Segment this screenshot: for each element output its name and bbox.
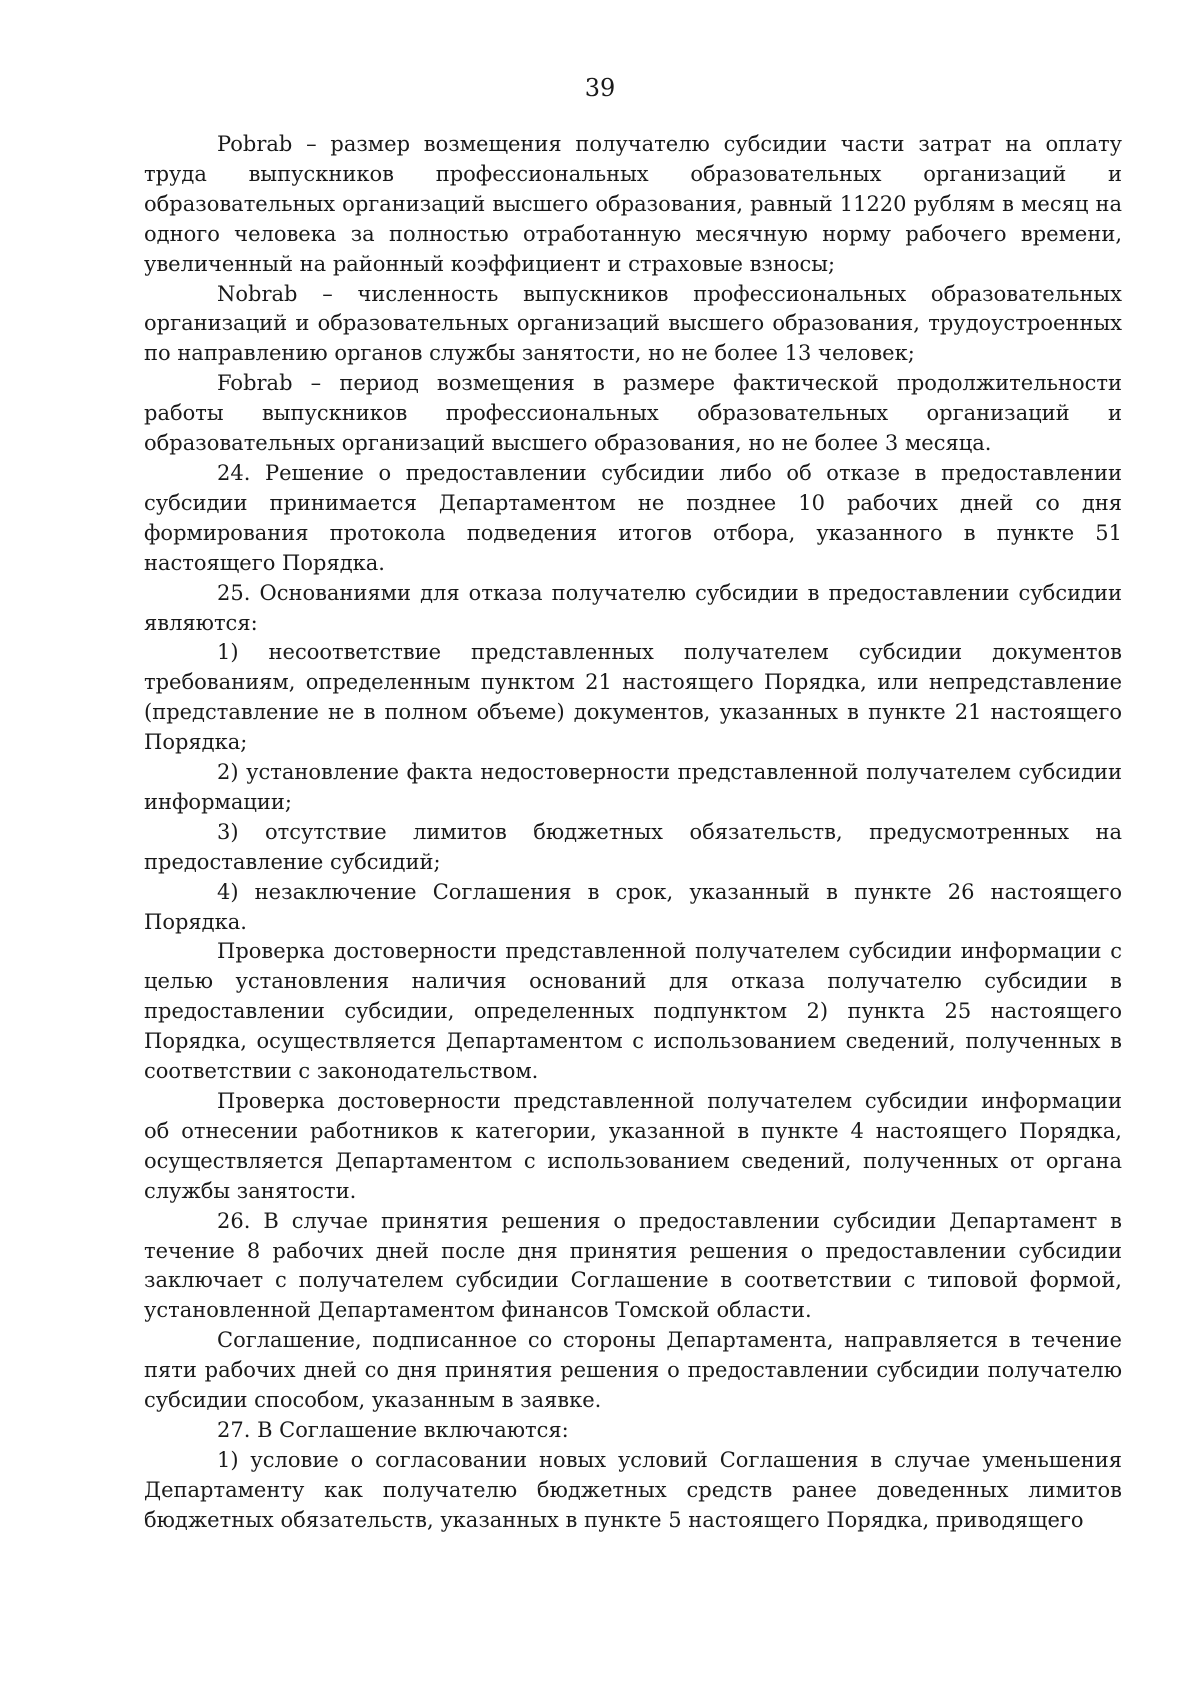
paragraph-item-25-3: 3) отсутствие лимитов бюджетных обязательств, предусмотренных на предоставление субсидий; bbox=[144, 819, 1122, 874]
paragraph-fobrab-definition: Fobrab – период возмещения в размере фактической продолжительности работы выпускников профессиональных образовательных организаций и образовательных организаций высшего образования, но не более 3 месяца. bbox=[144, 371, 1122, 456]
paragraph-nobrab-definition: Nobrab – численность выпускников профессиональных образовательных организаций и образовательных организаций высшего образования, трудоустроенных по направлению органов службы занятости, но не более 13 человек; bbox=[144, 281, 1122, 366]
paragraph-item-25-4: 4) незаключение Соглашения в срок, указанный в пункте 26 настоящего Порядка. bbox=[144, 879, 1122, 934]
paragraph-verification-1: Проверка достоверности представленной получателем субсидии информации с целью установления наличия оснований для отказа получателю субсидии в предоставлении субсидии, определенных подпунктом 2) пункта 25 настоящего Порядка, осуществляется Департаментом с использованием сведений, полученных в соответствии с законодательством. bbox=[144, 939, 1122, 1084]
paragraph-verification-2: Проверка достоверности представленной получателем субсидии информации об отнесении работников к категории, указанной в пункте 4 настоящего Порядка, осуществляется Департаментом с использованием сведений, полученных от органа службы занятости. bbox=[144, 1089, 1122, 1203]
paragraph-pobrab-definition: Pobrab – размер возмещения получателю субсидии части затрат на оплату труда выпускников профессиональных образовательных организаций и образовательных организаций высшего образования, равный 11220 рублям в месяц на одного человека за полностью отработанную месячную норму рабочего времени, увеличенный на районный коэффициент и страховые взносы; bbox=[144, 132, 1122, 276]
document-body bbox=[144, 130, 1122, 1536]
paragraph-item-27: 27. В Соглашение включаются: bbox=[217, 1417, 569, 1442]
paragraph-agreement-sending: Соглашение, подписанное со стороны Департамента, направляется в течение пяти рабочих дней со дня принятия решения о предоставлении субсидии получателю субсидии способом, указанным в заявке. bbox=[144, 1328, 1122, 1413]
paragraph-item-25-2: 2) установление факта недостоверности представленной получателем субсидии информации; bbox=[144, 760, 1122, 814]
paragraph-item-26: 26. В случае принятия решения о предоставлении субсидии Департамент в течение 8 рабочих дней после дня принятия решения о предоставлении субсидии заключает с получателем субсидии Соглашение в соответствии с типовой формой, установленной Департаментом финансов Томской области. bbox=[144, 1208, 1122, 1323]
paragraph-item-27-1: 1) условие о согласовании новых условий Соглашения в случае уменьшения Департаменту как получателю бюджетных средств ранее доведенных лимитов бюджетных обязательств, указанных в пункте 5 настоящего Порядка, приводящего bbox=[144, 1447, 1122, 1532]
paragraph-item-25: 25. Основаниями для отказа получателю субсидии в предоставлении субсидии являются: bbox=[144, 580, 1122, 635]
paragraph-item-25-1: 1) несоответствие представленных получателем субсидии документов требованиям, определенным пунктом 21 настоящего Порядка, или непредставление (представление не в полном объеме) документов, указанных в пункте 21 настоящего Порядка; bbox=[144, 640, 1122, 755]
paragraph-item-24: 24. Решение о предоставлении субсидии либо об отказе в предоставлении субсидии принимается Департаментом не позднее 10 рабочих дней со дня формирования протокола подведения итогов отбора, указанного в пункте 51 настоящего Порядка. bbox=[144, 460, 1122, 575]
page-number: 39 bbox=[584, 74, 616, 102]
